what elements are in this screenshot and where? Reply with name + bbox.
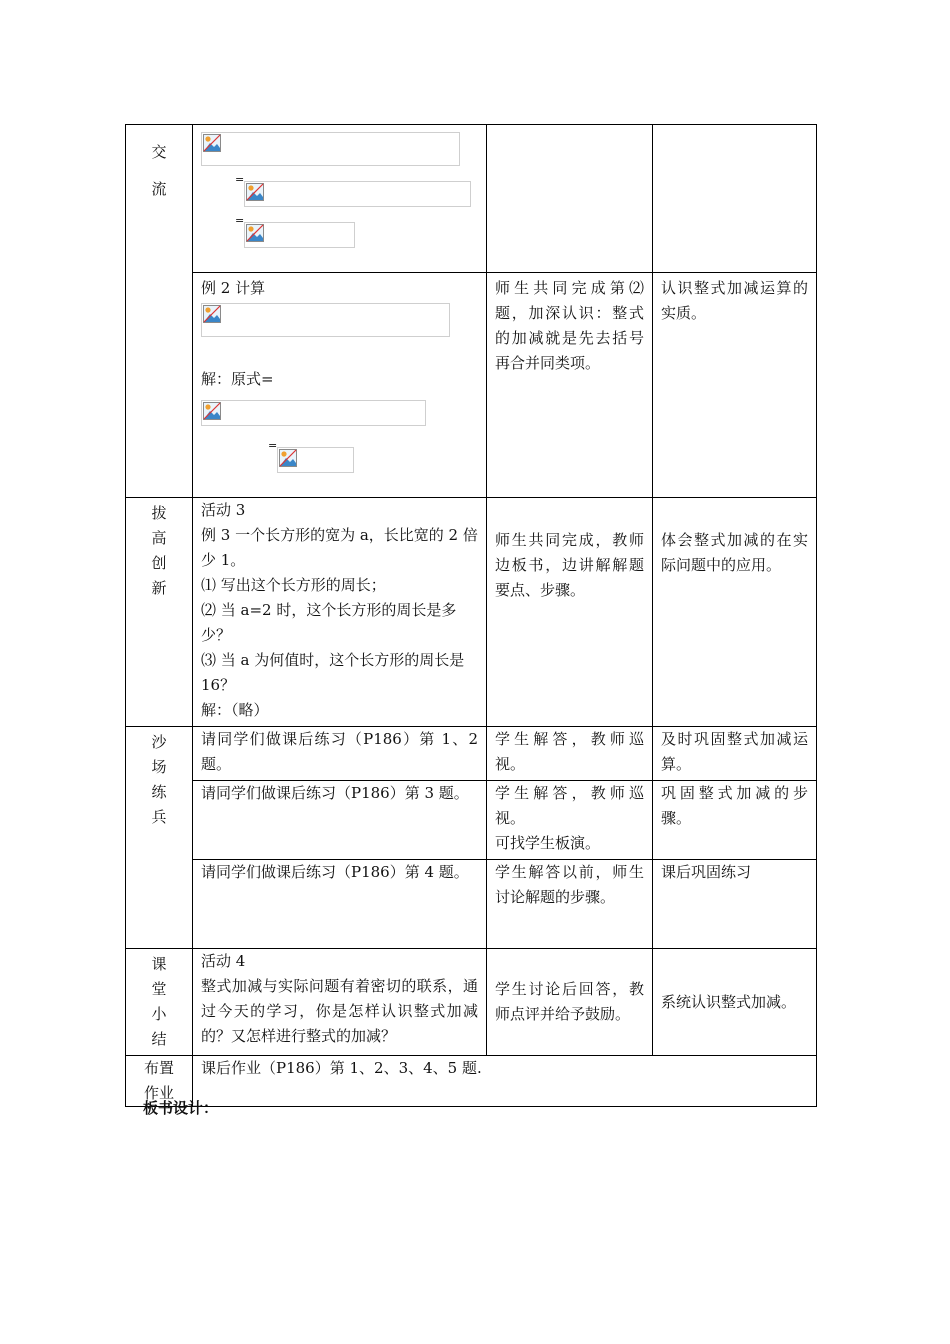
activity3-line-4: ⑵ 当 a=2 时，这个长方形的周长是多少？ bbox=[201, 601, 457, 644]
solution-label: 解：原式= bbox=[201, 370, 274, 388]
example2-title: 例 2 计算 bbox=[201, 279, 266, 297]
broken-image-icon bbox=[246, 183, 264, 201]
stage-homework: 布置 作业 bbox=[126, 1056, 193, 1107]
jiaoliu-intent bbox=[653, 125, 817, 273]
row-jiaoliu bbox=[126, 125, 817, 273]
stage-activity3: 拔 高 创 新 bbox=[126, 498, 193, 727]
activity3-line-1: 活动 3 bbox=[201, 501, 246, 519]
practice-3-intent: 课后巩固练习 bbox=[653, 860, 817, 949]
row-practice-1 bbox=[126, 727, 817, 781]
activity3-line-6: 解：（略） bbox=[201, 701, 269, 719]
example2-teacher: 师生共同完成第⑵题，加深认识：整式的加减就是先去括号再合并同类项。 bbox=[487, 273, 653, 498]
broken-image-icon bbox=[203, 134, 221, 152]
formula-image-2 bbox=[244, 181, 471, 207]
practice-3-content: 请同学们做课后练习（P186）第 4 题。 bbox=[193, 860, 487, 949]
stage-jiaoliu: 交 流 bbox=[126, 125, 193, 498]
summary-intent: 系统认识整式加减。 bbox=[653, 949, 817, 1056]
activity3-line-3: ⑴ 写出这个长方形的周长； bbox=[201, 576, 386, 594]
row-example2 bbox=[126, 273, 817, 498]
lesson-plan-table bbox=[125, 124, 817, 1107]
practice-1-intent: 及时巩固整式加减运算。 bbox=[653, 727, 817, 781]
stage-summary: 课 堂 小 结 bbox=[126, 949, 193, 1056]
practice-2-content: 请同学们做课后练习（P186）第 3 题。 bbox=[193, 781, 487, 860]
activity3-teacher: 师生共同完成，教师边板书，边讲解解题要点、步骤。 bbox=[487, 498, 653, 727]
practice-3-teacher: 学生解答以前，师生讨论解题的步骤。 bbox=[487, 860, 653, 949]
summary-content: 活动 4 整式加减与实际问题有着密切的联系，通过今天的学习，你是怎样认识整式加减的？又怎样进行整式的加减？ bbox=[193, 949, 487, 1056]
formula-image-3 bbox=[244, 222, 355, 248]
practice-2-teacher: 学生解答，教师巡视。 可找学生板演。 bbox=[487, 781, 653, 860]
formula-image-6 bbox=[277, 447, 354, 473]
row-practice-3 bbox=[126, 860, 817, 949]
broken-image-icon bbox=[246, 224, 264, 242]
formula-image-4 bbox=[201, 303, 450, 337]
formula-image-5 bbox=[201, 400, 426, 426]
row-homework bbox=[126, 1056, 817, 1107]
broken-image-icon bbox=[203, 402, 221, 420]
homework-content: 课后作业（P186）第 1、2、3、4、5 题. bbox=[193, 1056, 817, 1107]
board-design-heading: 板书设计： bbox=[143, 1099, 219, 1117]
row-activity3 bbox=[126, 498, 817, 727]
activity3-intent: 体会整式加减的在实际问题中的应用。 bbox=[653, 498, 817, 727]
activity3-content bbox=[193, 498, 487, 727]
broken-image-icon bbox=[279, 449, 297, 467]
practice-1-content: 请同学们做课后练习（P186）第 1、2 题。 bbox=[193, 727, 487, 781]
example2-intent: 认识整式加减运算的实质。 bbox=[653, 273, 817, 498]
example2-content: 例 2 计算 解：原式= = bbox=[193, 273, 487, 498]
row-summary bbox=[126, 949, 817, 1056]
practice-1-teacher: 学生解答，教师巡视。 bbox=[487, 727, 653, 781]
row-practice-2 bbox=[126, 781, 817, 860]
activity3-line-2: 例 3 一个长方形的宽为 a，长比宽的 2 倍少 1。 bbox=[201, 526, 478, 569]
practice-2-intent: 巩固整式加减的步骤。 bbox=[653, 781, 817, 860]
formula-image-1 bbox=[201, 132, 460, 166]
jiaoliu-teacher bbox=[487, 125, 653, 273]
stage-practice: 沙 场 练 兵 bbox=[126, 727, 193, 949]
jiaoliu-content: = = bbox=[193, 125, 487, 273]
activity3-line-5: ⑶ 当 a 为何值时，这个长方形的周长是 16？ bbox=[201, 651, 465, 694]
summary-teacher: 学生讨论后回答，教师点评并给予鼓励。 bbox=[487, 949, 653, 1056]
broken-image-icon bbox=[203, 305, 221, 323]
